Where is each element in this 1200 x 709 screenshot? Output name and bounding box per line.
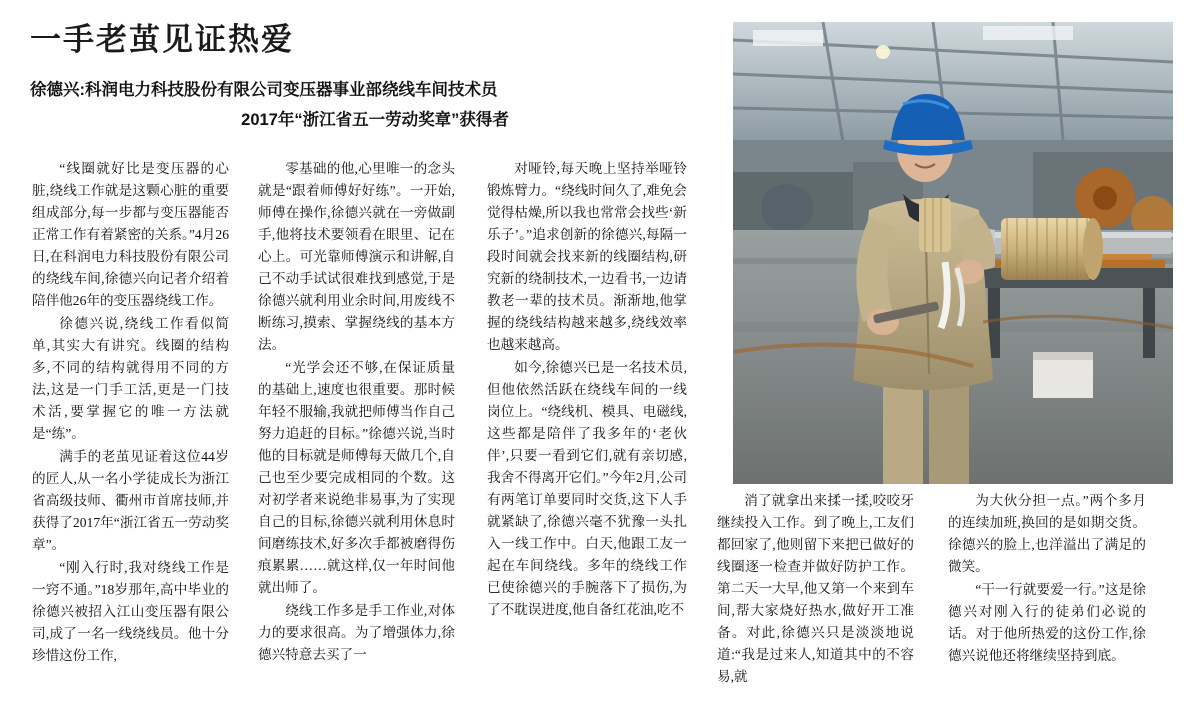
subhead-line-1: 徐德兴:科润电力科技股份有限公司变压器事业部绕线车间技术员 (30, 80, 498, 99)
subhead-line-2: 2017年“浙江省五一劳动奖章”获得者 (241, 111, 509, 130)
paragraph: 零基础的他,心里唯一的念头就是“跟着师傅好好练”。一开始,师傅在操作,徐德兴就在一旁做副手,他将技术要领看在眼里、记在心上。可光靠师傅演示和讲解,自己不动手试试很难找到感觉,于是徐德兴就利用业余时间,用废线不断练习,摸索、掌握绕线的基本方法。 (258, 161, 455, 353)
paragraph: “线圈就好比是变压器的心脏,绕线工作就是这颗心脏的重要组成部分,每一步都与变压器能否正常工作有着紧密的关系。”4月26日,在科润电力科技股份有限公司的绕线车间,徐德兴向记者介绍着陪伴他26年的变压器绕线工作。 (32, 161, 229, 309)
paragraph: 消了就拿出来揉一揉,咬咬牙继续投入工作。到了晚上,工友们都回家了,他则留下来把已做好的线圈逐一检查并做好防护工作。第二天一大早,他又第一个来到车间,帮大家烧好热水,做好开工准备。对此,徐德兴只是淡淡地说道:“我是过来人,知道其中的不容易,就 (717, 493, 914, 685)
article-column-4 (717, 490, 914, 689)
page-title: 一手老茧见证热爱 (30, 22, 294, 57)
paragraph: 绕线工作多是手工作业,对体力的要求很高。为了增强体力,徐德兴特意去买了一 (258, 603, 455, 663)
headline-block (30, 22, 720, 132)
paragraph: “光学会还不够,在保证质量的基础上,速度也很重要。那时候年轻不服输,我就把师傅当作自己努力追赶的目标。”徐德兴说,当时他的目标就是师傅每天做几个,自己也至少要完成相同的个数。这对初学者来说绝非易事,为了实现自己的目标,徐德兴就利用休息时间磨练技术,好多次手都被磨得伤痕累累……就这样,仅一年时间他就出师了。 (258, 360, 455, 596)
article-photo (733, 22, 1173, 484)
article-column-2 (258, 158, 455, 667)
photo-illustration (733, 22, 1173, 484)
article-column-5 (948, 490, 1146, 668)
paragraph: 对哑铃,每天晚上坚持举哑铃锻炼臂力。“绕线时间久了,难免会觉得枯燥,所以我也常常会找些‘新乐子’。”追求创新的徐德兴,每隔一段时间就会找来新的线圈结构,研究新的绕制技术,一边看书,一边请教老一辈的技术员。渐渐地,他掌握的绕线结构越来越多,绕线效率也越来越高。 (487, 161, 687, 353)
paragraph: 徐德兴说,绕线工作看似简单,其实大有讲究。线圈的结构多,不同的结构就得用不同的方法,这是一门手工活,更是一门技术活,要掌握它的唯一方法就是“练”。 (32, 316, 229, 442)
paragraph: “干一行就要爱一行。”这是徐德兴对刚入行的徒弟们必说的话。对于他所热爱的这份工作,徐德兴说他还将继续坚持到底。 (948, 582, 1146, 664)
article-column-3 (487, 158, 687, 622)
paragraph: 满手的老茧见证着这位44岁的匠人,从一名小学徒成长为浙江省高级技师、衢州市首席技师,并获得了2017年“浙江省五一劳动奖章”。 (32, 449, 229, 553)
article-column-1 (32, 158, 229, 668)
paragraph: 如今,徐德兴已是一名技术员,但他依然活跃在绕线车间的一线岗位上。“绕线机、模具、电磁线,这些都是陪伴了我多年的‘老伙伴’,只要一看到它们,就有亲切感,我舍不得离开它们。”今年2月,公司有两笔订单要同时交货,这下人手就紧缺了,徐德兴毫不犹豫一头扎入一线工作中。白天,他跟工友一起在车间绕线。多年的绕线工作已使徐德兴的手腕落下了损伤,为了不耽误进度,他自备红花油,吃不 (487, 360, 687, 618)
paragraph: “刚入行时,我对绕线工作是一窍不通。”18岁那年,高中毕业的徐德兴被招入江山变压器有限公司,成了一名一线绕线员。他十分珍惜这份工作, (32, 560, 229, 664)
paragraph: 为大伙分担一点。”两个多月的连续加班,换回的是如期交货。徐德兴的脸上,也洋溢出了满足的微笑。 (948, 493, 1146, 575)
